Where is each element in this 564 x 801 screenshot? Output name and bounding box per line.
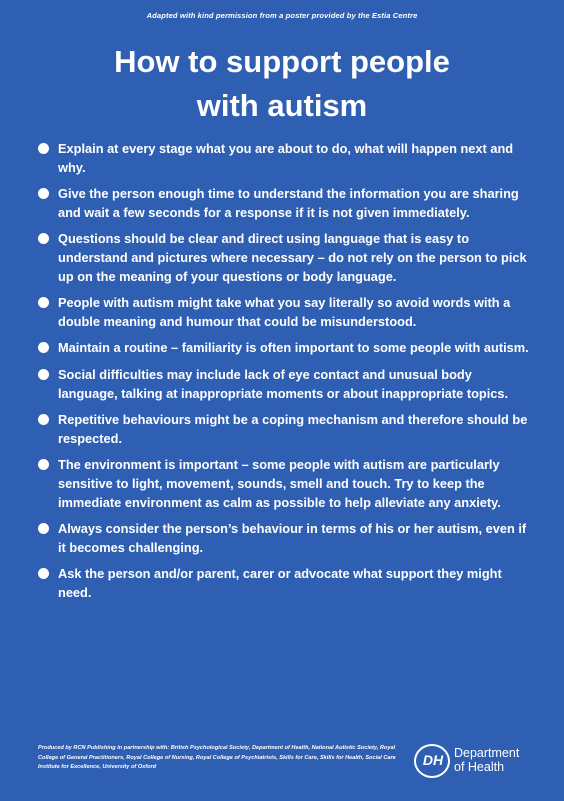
list-item [38,411,534,448]
guidance-list [38,140,534,610]
point-text: Social difficulties may include lack of eye contact and unusual body language, talking at inappropriate moments or about inappropriate topics. [58,366,509,401]
list-item [38,520,534,557]
attribution-note: Adapted with kind permission from a poster provided by the Estia Centre [146,11,418,20]
point-text: Always consider the person’s behaviour in terms of his or her autism, even if it becomes challenging. [58,521,527,555]
footer-credits: Produced by RCN Publishing in partnership with: British Psychological Society, Department of Health, National Autistic Society, Royal College of General Practitioners, Royal College of Nursing, Royal College of Psychiatrists, Skills for Care, Skills for Health, Social Care Institute for Excellence, University of Oxford [38,745,396,771]
list-item [38,339,534,358]
point-text: Repetitive behaviours might be a coping mechanism and therefore should be respected. [58,412,528,446]
logo-text-line-2: of Health [454,760,505,774]
list-item [38,185,534,222]
point-text: Ask the person and/or parent, carer or advocate what support they might need. [58,566,502,600]
logo-mark: DH [422,752,444,768]
title-line-1: How to support people [114,44,450,79]
bullet-icon [38,342,49,353]
bullet-icon [38,414,49,425]
point-text: Questions should be clear and direct using language that is easy to understand and pictures where necessary – do not rely on the person to pick up on the meaning of your questions or body language. [58,231,527,284]
list-item [38,294,534,331]
list-item [38,565,534,602]
point-text: Maintain a routine – familiarity is often important to some people with autism. [58,340,529,356]
point-text: Give the person enough time to understand the information you are sharing and wait a few seconds for a response if it is not given immediately. [58,186,519,220]
title-line-2: with autism [196,88,368,123]
bullet-icon [38,523,49,534]
list-item [38,230,534,286]
logo-text [454,746,519,774]
bullet-icon [38,233,49,244]
bullet-icon [38,369,49,380]
point-text: People with autism might take what you say literally so avoid words with a double meaning and humour that could be misunderstood. [58,295,511,329]
department-of-health-logo [414,739,544,789]
bullet-icon [38,297,49,308]
point-text: Explain at every stage what you are about to do, what will happen next and why. [58,141,514,175]
page-title [0,40,564,128]
logo-text-line-1: Department [454,746,520,760]
bullet-icon [38,459,49,470]
list-item [38,140,534,177]
list-item [38,366,534,403]
bullet-icon [38,143,49,154]
list-item [38,456,534,512]
bullet-icon [38,568,49,579]
point-text: The environment is important – some people with autism are particularly sensitive to light, movement, sounds, smell and touch. Try to keep the immediate environment as calm as possible to help alleviate any anxiety. [58,457,501,510]
bullet-icon [38,188,49,199]
